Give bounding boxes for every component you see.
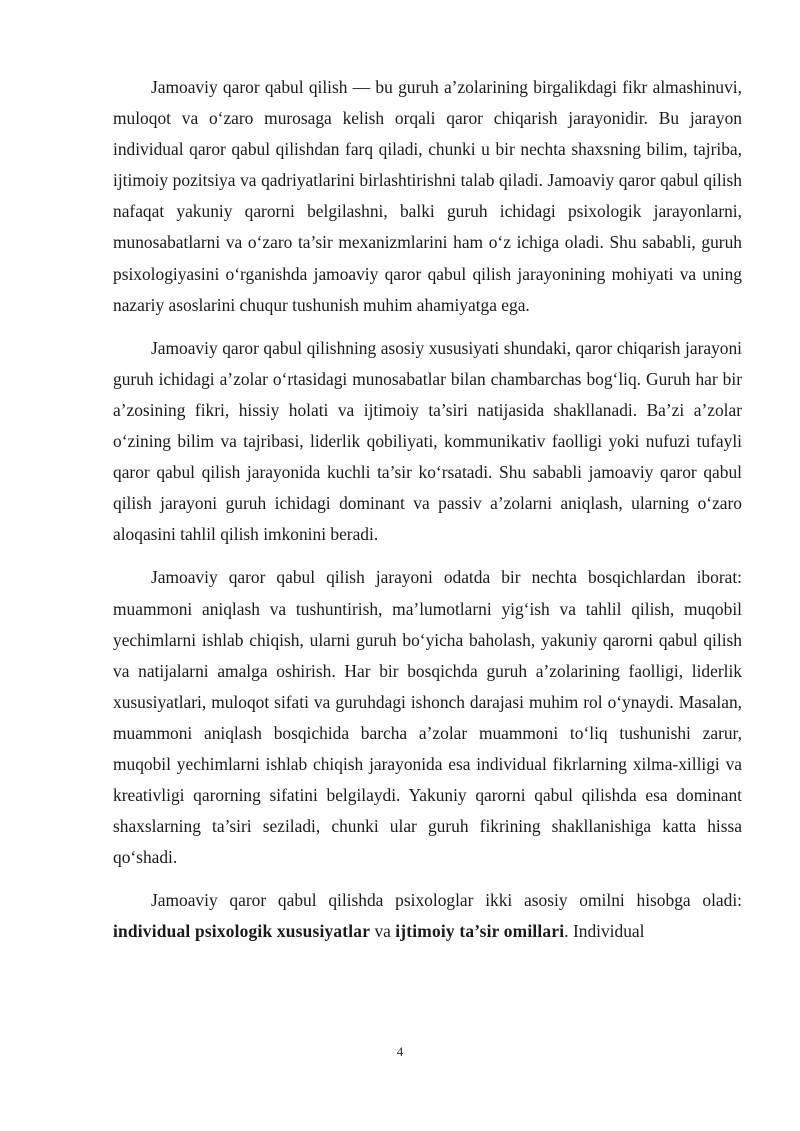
paragraph-4-intro: Jamoaviy qaror qabul qilishda psixologlar ikki asosiy omilni hisobga oladi: bbox=[151, 890, 742, 911]
paragraph-2: Jamoaviy qaror qabul qilishning asosiy xususiyati shundaki, qaror chiqarish jarayoni guruh ichidagi a’zolar o‘rtasidagi munosabatlar bilan chambarchas bog‘liq. Guruh har bir a’zosining fikri, hissiy holati va ijtimoiy ta’siri natijasida shakllanadi. Ba’zi a’zolar o‘zining bilim va tajribasi, liderlik qobiliyati, kommunikativ faolligi yoki nufuzi tufayli qaror qabul qilish jarayonida kuchli ta’sir ko‘rsatadi. Shu sababli jamoaviy qaror qabul qilish jarayoni guruh ichidagi dominant va passiv a’zolarni aniqlash, ularning o‘zaro aloqasini tahlil qilish imkonini beradi. bbox=[113, 337, 742, 545]
paragraph-1: Jamoaviy qaror qabul qilish — bu guruh a’zolarining birgalikdagi fikr almashinuvi, muloqot va o‘zaro murosaga kelish orqali qaror chiqarish jarayonidir. Bu jarayon individual qaror qabul qilishdan farq qiladi, chunki u bir nechta shaxsning bilim, tajriba, ijtimoiy pozitsiya va qadriyatlarini birlashtirishni talab qiladi. Jamoaviy qaror qabul qilish nafaqat yakuniy qarorni belgilashni, balki guruh ichidagi psixologik jarayonlarni, munosabatlarni va o‘zaro ta’sir mexanizmlarini ham o‘z ichiga oladi. Shu sababli, guruh psixologiyasini o‘rganishda jamoaviy qaror qabul qilish jarayonining mohiyati va uning nazariy asoslarini chuqur tushunish muhim ahamiyatga ega. bbox=[113, 77, 742, 315]
bold-term-individual-psychological-traits: individual psixologik xususiyatlar bbox=[113, 921, 371, 942]
bold-term-social-influence-factors: ijtimoiy ta’sir omillari bbox=[395, 921, 565, 942]
page-number: 4 bbox=[396, 1044, 404, 1059]
paragraph-4 bbox=[113, 885, 742, 947]
paragraph-3: Jamoaviy qaror qabul qilish jarayoni odatda bir nechta bosqichlardan iborat: muammoni aniqlash va tushuntirish, ma’lumotlarni yig‘ish va tahlil qilish, muqobil yechimlarni ishlab chiqish, ularni guruh bo‘yicha baholash, yakuniy qarorni qabul qilish va natijalarni amalga oshirish. Har bir bosqichda guruh a’zolarining faolligi, liderlik xususiyatlari, muloqot sifati va guruhdagi ishonch darajasi muhim rol o‘ynaydi. Masalan, muammoni aniqlash bosqichida barcha a’zolar muammoni to‘liq tushunishi zarur, muqobil yechimlarni ishlab chiqish jarayonida esa individual fikrlarning xilma-xilligi va kreativligi qarorning sifatini belgilaydi. Yakuniy qarorni qabul qilishda esa dominant shaxslarning ta’siri seziladi, chunki ular guruh fikrining shakllanishiga katta hissa qo‘shadi. bbox=[113, 567, 742, 868]
body-text bbox=[113, 72, 742, 960]
paragraph-4-connector: va bbox=[374, 921, 391, 942]
paragraph-4-tail: . Individual bbox=[564, 921, 645, 942]
